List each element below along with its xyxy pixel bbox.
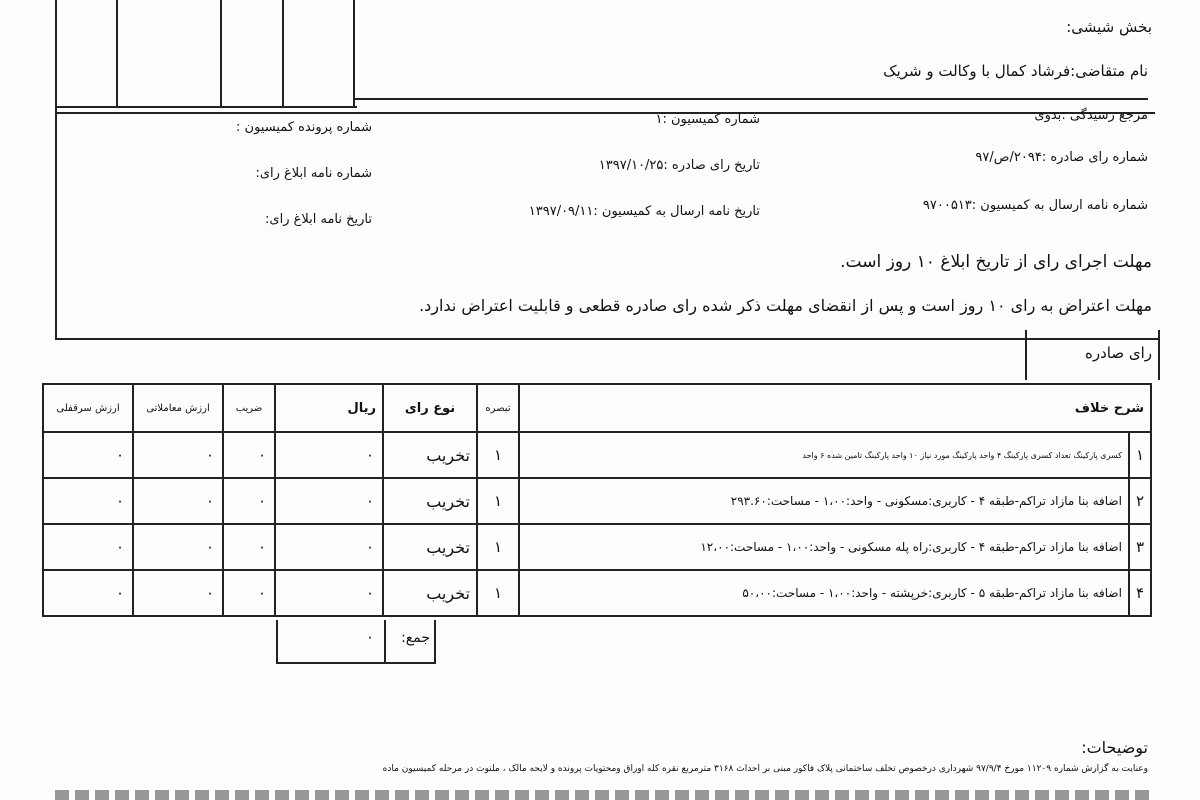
deadline-objection: مهلت اعتراض به رای ۱۰ روز است و پس از انقضای مهلت ذکر شده رای صادره قطعی و قابلیت اعتراض ندارد. bbox=[419, 296, 1152, 315]
row-coef: ۰ bbox=[223, 478, 275, 524]
row-goodwill: ۰ bbox=[43, 478, 133, 524]
top-left-cells bbox=[55, 0, 357, 108]
row-trade-value: ۰ bbox=[133, 524, 223, 570]
top-cell-divider-3 bbox=[282, 0, 284, 108]
table-row bbox=[43, 524, 1151, 570]
col-note: تبصره bbox=[477, 384, 519, 432]
ruling-title: رای صادره bbox=[1084, 344, 1152, 362]
row-coef: ۰ bbox=[223, 570, 275, 616]
ruling-date: تاریخ رای صادره :۱۳۹۷/۱۰/۲۵ bbox=[598, 158, 760, 173]
total-label: جمع: bbox=[401, 630, 430, 646]
row-description: اضافه بنا مازاد تراکم-طبقه ۵ - کاربری:خرپشته - واحد:۱،۰۰ - مساحت:۵۰،۰۰ bbox=[519, 570, 1129, 616]
row-type: تخریب bbox=[383, 478, 477, 524]
reference-label: مرجع رسیدگی : bbox=[1061, 108, 1148, 123]
top-cell-divider-4 bbox=[353, 0, 355, 108]
total-divider bbox=[384, 620, 386, 662]
table-row bbox=[43, 478, 1151, 524]
notice-date-label: تاریخ نامه ابلاغ رای: bbox=[265, 212, 372, 227]
col-trade-value: ارزش معاملاتی bbox=[133, 384, 223, 432]
table-header-row bbox=[43, 384, 1151, 432]
row-type: تخریب bbox=[383, 570, 477, 616]
row-description: کسری پارکینگ تعداد کسری پارکینگ ۴ واحد پارکینگ مورد نیاز ۱۰ واحد پارکینگ تامین شده ۶ واحد bbox=[519, 432, 1129, 478]
row-rial: ۰ bbox=[275, 432, 383, 478]
row-goodwill: ۰ bbox=[43, 524, 133, 570]
row-note: ۱ bbox=[477, 478, 519, 524]
row-rial: ۰ bbox=[275, 478, 383, 524]
notes-next-line bbox=[55, 790, 1155, 800]
row-note: ۱ bbox=[477, 570, 519, 616]
top-cell-divider-2 bbox=[220, 0, 222, 108]
total-value: ۰ bbox=[365, 628, 374, 646]
row-trade-value: ۰ bbox=[133, 478, 223, 524]
row-rial: ۰ bbox=[275, 570, 383, 616]
reference-row bbox=[1034, 108, 1148, 123]
row-type: تخریب bbox=[383, 432, 477, 478]
row-index: ۳ bbox=[1129, 524, 1151, 570]
letter-number: شماره نامه ارسال به کمیسیون :۹۷۰۰۵۱۳ bbox=[922, 198, 1148, 213]
row-index: ۱ bbox=[1129, 432, 1151, 478]
row-coef: ۰ bbox=[223, 524, 275, 570]
reference-value: بدوی bbox=[1034, 108, 1062, 123]
row-trade-value: ۰ bbox=[133, 570, 223, 616]
row-type: تخریب bbox=[383, 524, 477, 570]
table-row bbox=[43, 570, 1151, 616]
col-rial: ریال bbox=[275, 384, 383, 432]
notice-number-label: شماره نامه ابلاغ رای: bbox=[255, 166, 372, 181]
col-goodwill: ارزش سرقفلی bbox=[43, 384, 133, 432]
applicant-name: نام متقاضی:فرشاد کمال با وکالت و شریک bbox=[883, 62, 1148, 80]
row-index: ۴ bbox=[1129, 570, 1151, 616]
row-note: ۱ bbox=[477, 432, 519, 478]
row-trade-value: ۰ bbox=[133, 432, 223, 478]
ruling-number: شماره رای صادره :۲۰۹۴/ص/۹۷ bbox=[975, 150, 1148, 165]
row-description: اضافه بنا مازاد تراکم-طبقه ۴ - کاربری:مسکونی - واحد:۱،۰۰ - مساحت:۲۹۳.۶۰ bbox=[519, 478, 1129, 524]
row-note: ۱ bbox=[477, 524, 519, 570]
row-goodwill: ۰ bbox=[43, 570, 133, 616]
row-description: اضافه بنا مازاد تراکم-طبقه ۴ - کاربری:راه پله مسکونی - واحد:۱،۰۰ - مساحت:۱۲،۰۰ bbox=[519, 524, 1129, 570]
commission-number: شماره کمیسیون :۱ bbox=[655, 112, 760, 127]
section-label: بخش شیشی: bbox=[1066, 18, 1152, 36]
col-type: نوع رای bbox=[383, 384, 477, 432]
table-row bbox=[43, 432, 1151, 478]
row-index: ۲ bbox=[1129, 478, 1151, 524]
info-top-border bbox=[55, 112, 1155, 114]
notes-title: توضیحات: bbox=[1081, 738, 1148, 757]
case-number-label: شماره پرونده کمیسیون : bbox=[236, 120, 372, 135]
letter-date: تاریخ نامه ارسال به کمیسیون :۱۳۹۷/۰۹/۱۱ bbox=[528, 204, 760, 219]
col-description: شرح خلاف bbox=[519, 384, 1151, 432]
violations-table bbox=[42, 383, 1152, 617]
top-cell-divider-1 bbox=[116, 0, 118, 108]
total-box bbox=[276, 620, 436, 664]
row-coef: ۰ bbox=[223, 432, 275, 478]
notes-text: وعنایت به گزارش شماره ۱۱۲۰۹ مورخ ۹۷/۹/۴ شهرداری درخصوص تخلف ساختمانی پلاک فاکور مبنی بر احداث ۳۱۶۸ مترمربع نقره کله اوراق ومحتویات پرونده و لایحه مالک ، ملنوت در مرحله کمیسیون ماده bbox=[382, 764, 1148, 774]
applicant-underline bbox=[353, 98, 1148, 100]
col-coef: ضریب bbox=[223, 384, 275, 432]
row-goodwill: ۰ bbox=[43, 432, 133, 478]
deadline-execution: مهلت اجرای رای از تاریخ ابلاغ ۱۰ روز است. bbox=[840, 252, 1152, 272]
row-rial: ۰ bbox=[275, 524, 383, 570]
